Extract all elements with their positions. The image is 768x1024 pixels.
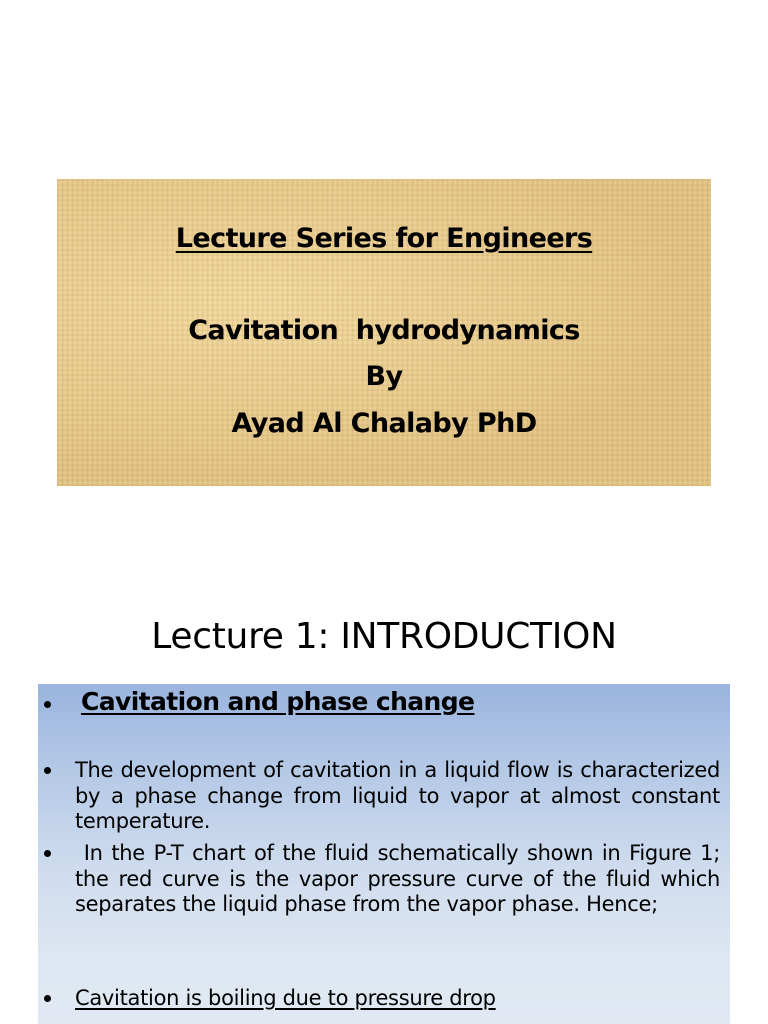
bullet-icon: [44, 995, 51, 1002]
author-name: Ayad Al Chalaby PhD: [231, 408, 537, 439]
conclusion-text: Cavitation is boiling due to pressure drop: [75, 986, 496, 1010]
lecture-title: Lecture 1: INTRODUCTION: [151, 616, 617, 657]
bullet-text: In the P-T chart of the fluid schematically shown in Figure 1; the red curve is the vapor pressure curve of the fluid which separates the liquid phase from the vapor phase. Hence;: [75, 841, 727, 916]
content-panel: [38, 684, 730, 1024]
bullet-icon: [44, 767, 51, 774]
section-heading: Cavitation and phase change: [81, 687, 475, 716]
by-label: By: [365, 361, 403, 392]
title-card: [57, 179, 711, 486]
bullet-icon: [44, 850, 51, 857]
bullet-icon: [44, 701, 51, 708]
series-heading: Lecture Series for Engineers: [175, 223, 593, 254]
subject-title: Cavitation hydrodynamics: [188, 315, 580, 346]
bullet-text: The development of cavitation in a liquid flow is characterized by a phase change from liquid to vapor at almost constant temperature.: [75, 758, 720, 833]
